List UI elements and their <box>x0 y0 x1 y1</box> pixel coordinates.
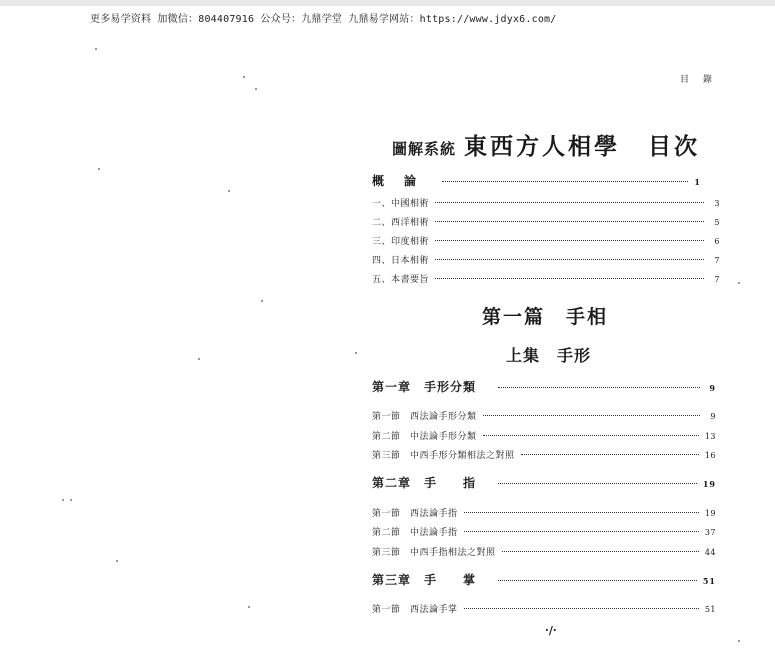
dot-leader <box>464 608 699 609</box>
dot-leader <box>435 202 704 203</box>
dot-leader <box>502 551 699 552</box>
dot-leader <box>464 531 699 532</box>
toc-entry-label: 四、日本相術 <box>372 256 430 266</box>
toc-entry-item[interactable] <box>372 234 720 247</box>
toc-page-number: 51 <box>702 576 716 586</box>
dot-leader <box>521 454 699 455</box>
scan-speck <box>255 88 257 90</box>
toc-page-number: 37 <box>704 528 716 537</box>
dot-leader <box>498 387 700 388</box>
toc-entry-chapter[interactable] <box>372 474 716 491</box>
dot-leader <box>464 512 699 513</box>
scan-speck <box>738 282 740 284</box>
dot-leader <box>483 435 699 436</box>
page-title <box>392 128 700 161</box>
scan-speck <box>98 168 100 170</box>
title-prefix: 圖解系統 <box>392 140 457 158</box>
toc-entry-label: 第一章 手形分類 <box>372 380 477 394</box>
watermark-banner: 更多易学资料 加微信：804407916 公众号：九鼎学堂 九鼎易学网站：https://www.jdyx6.com/ <box>90 14 557 25</box>
scan-speck <box>248 606 250 608</box>
collection-title: 上集 手形 <box>506 346 592 365</box>
toc-entry-label: 第一節 西法論手掌 <box>372 605 458 615</box>
scan-speck <box>243 76 245 78</box>
toc-entry-intro[interactable] <box>372 172 720 189</box>
toc-entry-section[interactable] <box>372 409 716 422</box>
toc-page-number: 51 <box>704 605 716 614</box>
toc-entry-item[interactable] <box>372 272 720 285</box>
toc-page-number: 9 <box>710 412 716 421</box>
toc-page-number: 7 <box>714 275 720 284</box>
dot-leader <box>435 278 704 279</box>
toc-entry-label: 概論 <box>372 174 437 188</box>
toc-page-number: 44 <box>704 548 716 557</box>
dot-leader <box>498 580 697 581</box>
toc-entry-section[interactable] <box>372 545 716 558</box>
top-edge-bar <box>0 0 775 6</box>
dot-leader <box>435 240 704 241</box>
toc-entry-chapter[interactable] <box>372 571 716 588</box>
dot-leader <box>498 483 697 484</box>
toc-page-number: 13 <box>704 432 716 441</box>
toc-entry-label: 一、中國相術 <box>372 199 430 209</box>
toc-entry-label: 第二章 手 指 <box>372 476 477 490</box>
scan-speck <box>261 300 263 302</box>
scan-speck <box>70 499 72 501</box>
toc-entry-item[interactable] <box>372 215 720 228</box>
toc-page-number: 16 <box>704 451 716 460</box>
toc-page-number: 7 <box>714 256 720 265</box>
scan-speck <box>198 358 200 360</box>
toc-entry-label: 第三節 中西手形分類相法之對照 <box>372 451 515 461</box>
toc-entry-item[interactable] <box>372 253 720 266</box>
scan-speck <box>62 499 64 501</box>
scan-speck <box>95 48 97 50</box>
toc-entry-label: 三、印度相術 <box>372 237 430 247</box>
toc-entry-label: 第一節 西法論手形分類 <box>372 412 477 422</box>
toc-entry-label: 五、本書要旨 <box>372 275 430 285</box>
toc-entry-item[interactable] <box>372 196 720 209</box>
toc-entry-label: 二、西洋相術 <box>372 218 430 228</box>
page-number: ·/· <box>545 624 557 637</box>
toc-page-number: 19 <box>702 479 716 489</box>
scan-speck <box>228 190 230 192</box>
part-title: 第一篇 手相 <box>482 306 609 328</box>
toc-page-number: 6 <box>714 237 720 246</box>
dot-leader <box>435 259 704 260</box>
toc-entry-section[interactable] <box>372 429 716 442</box>
title-main: 東西方人相學 <box>464 133 621 160</box>
toc-page-number: 5 <box>714 218 720 227</box>
toc-entry-label: 第一節 西法論手指 <box>372 509 458 519</box>
dot-leader <box>435 221 704 222</box>
toc-entry-label: 第二節 中法論手形分類 <box>372 432 477 442</box>
dot-leader <box>483 415 700 416</box>
toc-entry-label: 第三章 手 掌 <box>372 573 477 587</box>
toc-entry-section[interactable] <box>372 602 716 615</box>
dot-leader <box>442 181 688 182</box>
scan-speck <box>738 640 740 642</box>
toc-entry-label: 第二節 中法論手指 <box>372 528 458 538</box>
running-head: 目錄 <box>680 75 727 85</box>
toc-entry-section[interactable] <box>372 506 716 519</box>
toc-page-number: 3 <box>714 199 720 208</box>
scan-speck <box>116 560 118 562</box>
toc-entry-label: 第三節 中西手指相法之對照 <box>372 548 496 558</box>
toc-entry-chapter[interactable] <box>372 378 716 395</box>
toc-entry-section[interactable] <box>372 525 716 538</box>
toc-page-number: 1 <box>694 177 720 187</box>
scan-speck <box>355 352 357 354</box>
toc-page-number: 19 <box>704 509 716 518</box>
title-suffix: 目次 <box>648 133 701 160</box>
toc-page-number: 9 <box>709 383 716 393</box>
toc-entry-section[interactable] <box>372 448 716 461</box>
